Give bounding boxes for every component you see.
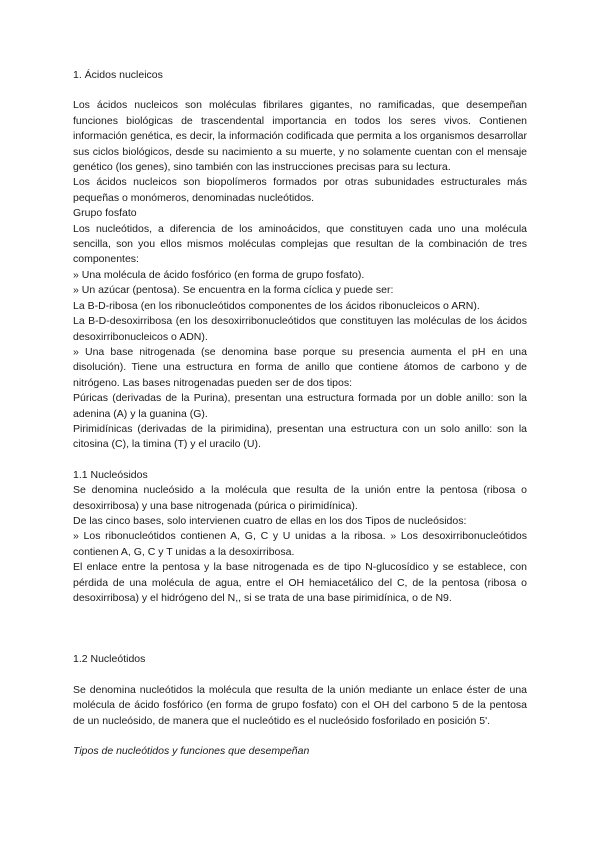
paragraph: La B-D-ribosa (en los ribonucleótidos componentes de los ácidos ribonucleicos o ARN). — [73, 299, 480, 312]
paragraph: La B-D-desoxirribosa (en los desoxirribonucleótidos que constituyen las moléculas de los ácidos desoxirribonucleicos o ADN). — [73, 315, 527, 343]
paragraph: Los nucleótidos, a diferencia de los aminoácidos, que constituyen cada uno una molécula sencilla, son you ellos mismos moléculas complejas que resultan de la combinación de tres componentes: — [73, 222, 527, 266]
section-heading-nucleotidos: 1.2 Nucleótidos — [73, 653, 146, 666]
paragraph: Se denomina nucleósido a la molécula que resulta de la unión entre la pentosa (ribosa o desoxirribosa) y una base nitrogenada (púrica o pirimidínica). — [73, 484, 527, 512]
subheading-tipos-de-nucleotidos: Tipos de nucleótidos y funciones que desempeñan — [73, 745, 310, 758]
paragraph: Grupo fosfato — [73, 207, 137, 220]
paragraph: Se denomina nucleótidos la molécula que resulta de la unión mediante un enlace éster de una molécula de ácido fosfórico (en forma de grupo fosfato) con el OH del carbono 5 de la pentosa de un nucleósido, de manera que el nucleótido es el nucleósido fosforilado en posición 5'. — [73, 683, 527, 727]
list-item: » Una base nitrogenada (se denomina base porque su presencia aumenta el pH en una disolución). Tiene una estructura en forma de anillo que contiene átomos de carbono y de nitrógeno. Las bases nitrogenadas pueden ser de dos tipos: — [73, 345, 527, 389]
paragraph: El enlace entre la pentosa y la base nitrogenada es de tipo N-glucosídico y se establece, con pérdida de una molécula de agua, entre el OH hemiacetálico del C, de la pentosa (ribosa o desoxirribosa) y el hidrógeno del N,, si se trata de una base pirimidínica, o de N9. — [73, 561, 527, 604]
paragraph: De las cinco bases, solo intervienen cuatro de ellas en los dos Tipos de nucleósidos: — [73, 514, 467, 527]
paragraph: Púricas (derivadas de la Purina), presentan una estructura formada por un doble anillo: son la adenina (A) y la guanina (G). — [73, 392, 527, 420]
list-item: » Los ribonucleótidos contienen A, G, C y U unidas a la ribosa. » Los desoxirribonucleótidos contienen A, G, C y T unidas a la desoxirribosa. — [73, 530, 527, 558]
section-heading-nucleosidos: 1.1 Nucleósidos — [73, 468, 148, 481]
section-heading-acidos-nucleicos: 1. Ácidos nucleicos — [73, 69, 163, 81]
paragraph: Los ácidos nucleicos son biopolímeros formados por otras subunidades estructurales más pequeñas o monómeros, denominadas nucleótidos. — [73, 176, 527, 204]
document-body — [73, 68, 527, 759]
paragraph: Pirimidínicas (derivadas de la pirimidina), presentan una estructura con un solo anillo: son la citosina (C), la timina (T) y el uracilo (U). — [73, 422, 527, 451]
paragraph: Los ácidos nucleicos son moléculas fibrilares gigantes, no ramificadas, que desempeñan funciones biológicas de trascendental importancia en todos los seres vivos. Contienen información genética, es decir, la información codificada que permita a los organismos desarrollar sus ciclos biológicos, desde su nacimiento a su muerte, y no solamente cuentan con el mensaje genético (los genes), sino también con las instrucciones precisas para su lectura. — [73, 99, 527, 174]
list-item: » Un azúcar (pentosa). Se encuentra en la forma cíclica y puede ser: — [73, 284, 394, 297]
list-item: » Una molécula de ácido fosfórico (en forma de grupo fosfato). — [73, 268, 365, 281]
